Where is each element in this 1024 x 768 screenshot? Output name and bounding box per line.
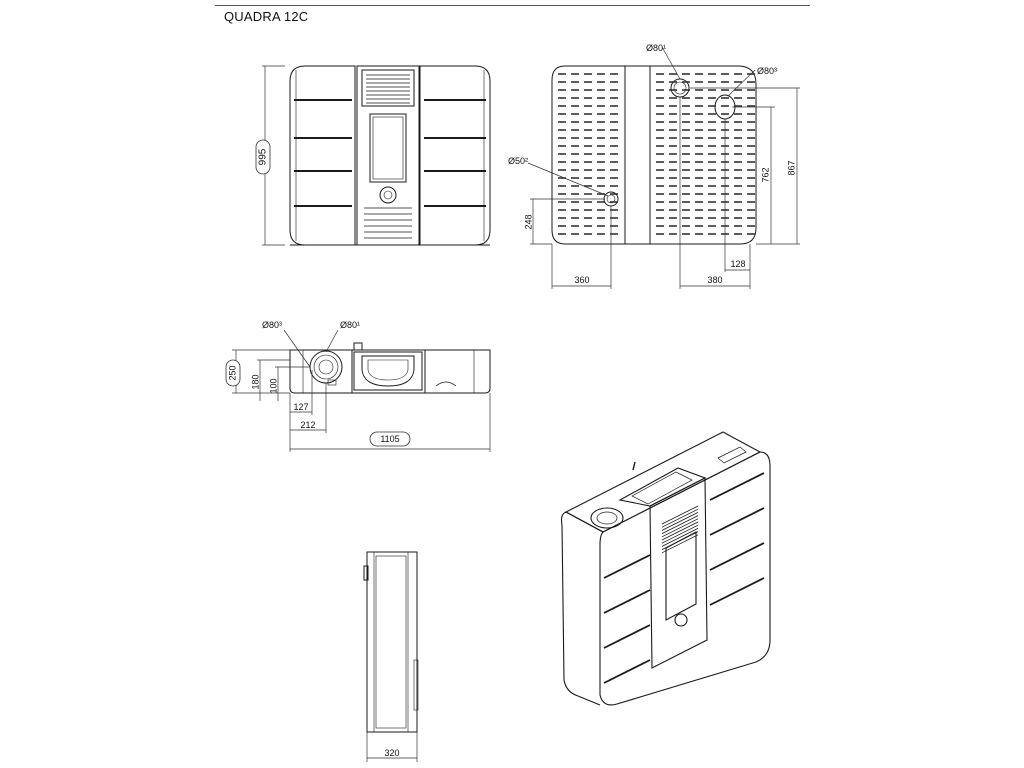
dim-867: 867 [786,160,797,176]
top-view [290,343,490,393]
dim-128: 128 [730,259,746,269]
isometric-view [562,432,771,705]
drawing-title: QUADRA 12C [224,9,309,24]
side-view [364,552,418,732]
dim-1105: 1105 [380,434,400,444]
dim-250: 250 [227,365,238,381]
iso-grille [662,506,698,553]
front-view [290,66,490,245]
top-flue-80-1-label: Ø80¹ [340,320,361,330]
front-grille [366,75,410,103]
top-flue-80-3-label: Ø80³ [262,320,283,330]
front-glass-door [370,114,406,182]
dim-380: 380 [707,275,723,285]
front-left-slats [294,100,352,206]
dim-127: 127 [293,402,309,412]
top-dimensions [232,350,490,452]
dim-212: 212 [300,420,316,430]
dim-180: 180 [250,374,261,390]
rear-flue-80-1-label: Ø80¹ [646,43,667,53]
dim-995: 995 [257,148,269,166]
rear-inlet-50-2-label: Ø50² [508,156,529,166]
front-right-slats [424,100,486,206]
rear-vent-slots [558,74,755,234]
rear-flue-80-3-label: Ø80³ [757,66,778,76]
rear-dimensions [530,88,800,289]
dim-762: 762 [760,167,771,183]
dim-248: 248 [523,214,534,230]
dim-360: 360 [574,275,590,285]
dim-100: 100 [268,378,279,394]
dim-320: 320 [384,748,400,758]
front-knob [380,187,396,203]
